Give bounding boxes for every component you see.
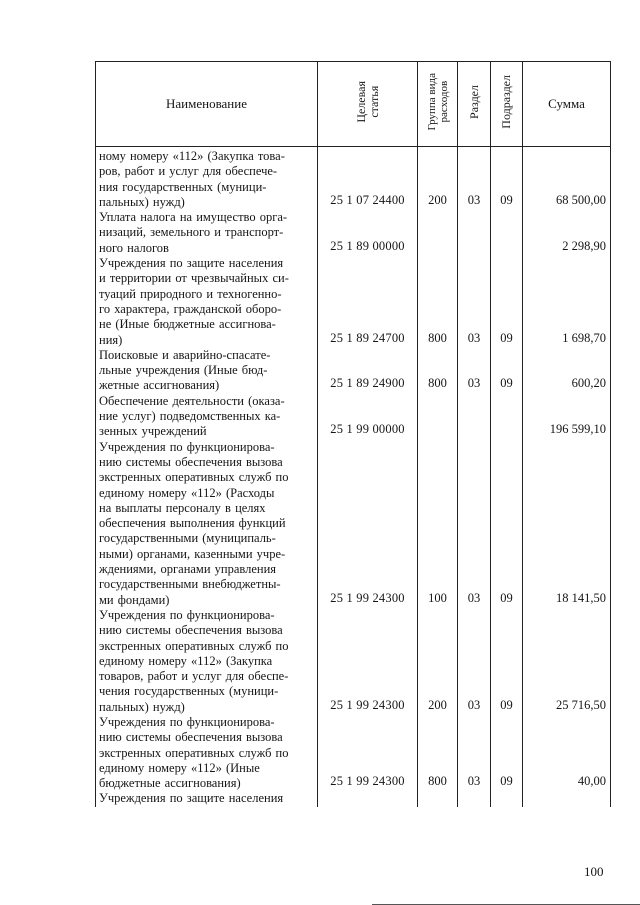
row-target-article-cell: 25 1 89 24900 <box>318 348 418 394</box>
header-expense-group <box>418 62 458 147</box>
row-amount-cell: 600,20 <box>523 348 611 394</box>
row-name-cell: Поисковые и аварийно-спасате- льные учреждения (Иные бюд- жетные ассигнования) <box>96 348 318 394</box>
row-section-cell: 03 <box>458 440 491 608</box>
row-amount-cell: 196 599,10 <box>523 394 611 440</box>
row-expense-group-cell: 800 <box>418 256 458 348</box>
row-section-cell <box>458 394 491 440</box>
row-amount-cell: 1 698,70 <box>523 256 611 348</box>
header-row <box>96 62 611 147</box>
row-target-article-cell: 25 1 99 24300 <box>318 440 418 608</box>
row-name-cell: Обеспечение деятельности (оказа- ние услуг) подведомственных ка- зенных учреждений <box>96 394 318 440</box>
page-number: 100 <box>584 864 604 879</box>
row-expense-group-cell <box>418 791 458 806</box>
row-expense-group-cell: 100 <box>418 440 458 608</box>
row-subsection-cell: 09 <box>491 440 523 608</box>
row-expense-group-cell <box>418 210 458 256</box>
table-row <box>96 791 611 806</box>
row-section-cell: 03 <box>458 608 491 715</box>
row-amount-cell: 18 141,50 <box>523 440 611 608</box>
row-name-cell: Учреждения по защите населения <box>96 791 318 806</box>
row-expense-group-cell <box>418 394 458 440</box>
row-name-cell: Учреждения по защите населения и территории от чрезвычайных си- туаций природного и техногенно- го характера, гражданской оборо- не (Иные бюджетные ассигнова- ния) <box>96 256 318 348</box>
row-name-cell: Учреждения по функционирова- нию системы обеспечения вызова экстренных оперативных служб по единому номеру «112» (Расходы на выплаты персоналу в целях обеспечения выполнения функций государственными (муниципаль- ными) органами, казенными учре- ждениями, органами управления государственными внебюджетны- ми фондами) <box>96 440 318 608</box>
row-name-cell: Уплата налога на имущество орга- низаций, земельного и транспорт- ного налогов <box>96 210 318 256</box>
row-subsection-cell: 09 <box>491 256 523 348</box>
row-name-cell: ному номеру «112» (Закупка това- ров, работ и услуг для обеспече- ния государственных (муници- пальных) нужд) <box>96 147 318 211</box>
table-row <box>96 608 611 715</box>
row-amount-cell: 25 716,50 <box>523 608 611 715</box>
row-expense-group-cell: 200 <box>418 608 458 715</box>
row-target-article-cell: 25 1 99 24300 <box>318 608 418 715</box>
row-target-article-cell: 25 1 89 24700 <box>318 256 418 348</box>
header-subsection <box>491 62 523 147</box>
row-subsection-cell: 09 <box>491 715 523 791</box>
table-row <box>96 348 611 394</box>
row-expense-group-cell: 200 <box>418 147 458 211</box>
row-subsection-cell <box>491 210 523 256</box>
row-subsection-cell <box>491 394 523 440</box>
row-subsection-cell: 09 <box>491 608 523 715</box>
budget-table <box>95 61 611 807</box>
row-subsection-cell: 09 <box>491 348 523 394</box>
table-row <box>96 440 611 608</box>
row-amount-cell: 2 298,90 <box>523 210 611 256</box>
table-row <box>96 715 611 791</box>
row-subsection-cell: 09 <box>491 147 523 211</box>
row-name-cell: Учреждения по функционирова- нию системы обеспечения вызова экстренных оперативных служб по единому номеру «112» (Иные бюджетные ассигнования) <box>96 715 318 791</box>
row-amount-cell: 40,00 <box>523 715 611 791</box>
row-section-cell: 03 <box>458 715 491 791</box>
row-name-cell: Учреждения по функционирова- нию системы обеспечения вызова экстренных оперативных служб по единому номеру «112» (Закупка товаров, работ и услуг для обеспе- чения государственных (муници- пальных) нужд) <box>96 608 318 715</box>
header-section-label: Раздел <box>466 85 481 119</box>
header-target-article <box>318 62 418 147</box>
row-target-article-cell: 25 1 89 00000 <box>318 210 418 256</box>
row-section-cell: 03 <box>458 348 491 394</box>
row-target-article-cell: 25 1 99 24300 <box>318 715 418 791</box>
table-row <box>96 394 611 440</box>
row-section-cell: 03 <box>458 256 491 348</box>
row-target-article-cell <box>318 791 418 806</box>
row-amount-cell <box>523 791 611 806</box>
header-subsection-label: Подраздел <box>499 75 513 129</box>
header-amount: Сумма <box>523 62 611 147</box>
row-target-article-cell: 25 1 07 24400 <box>318 147 418 211</box>
header-target-article-label: Целевая статья <box>353 81 381 123</box>
header-name: Наименование <box>96 62 318 147</box>
row-section-cell: 03 <box>458 147 491 211</box>
header-section <box>458 62 491 147</box>
table-body <box>96 147 611 807</box>
row-section-cell <box>458 210 491 256</box>
table-row <box>96 256 611 348</box>
row-expense-group-cell: 800 <box>418 348 458 394</box>
row-amount-cell: 68 500,00 <box>523 147 611 211</box>
header-expense-group-label: Группа вида расходов <box>425 73 450 131</box>
row-target-article-cell: 25 1 99 00000 <box>318 394 418 440</box>
table-row <box>96 210 611 256</box>
row-expense-group-cell: 800 <box>418 715 458 791</box>
row-subsection-cell <box>491 791 523 806</box>
row-section-cell <box>458 791 491 806</box>
table-row <box>96 147 611 211</box>
